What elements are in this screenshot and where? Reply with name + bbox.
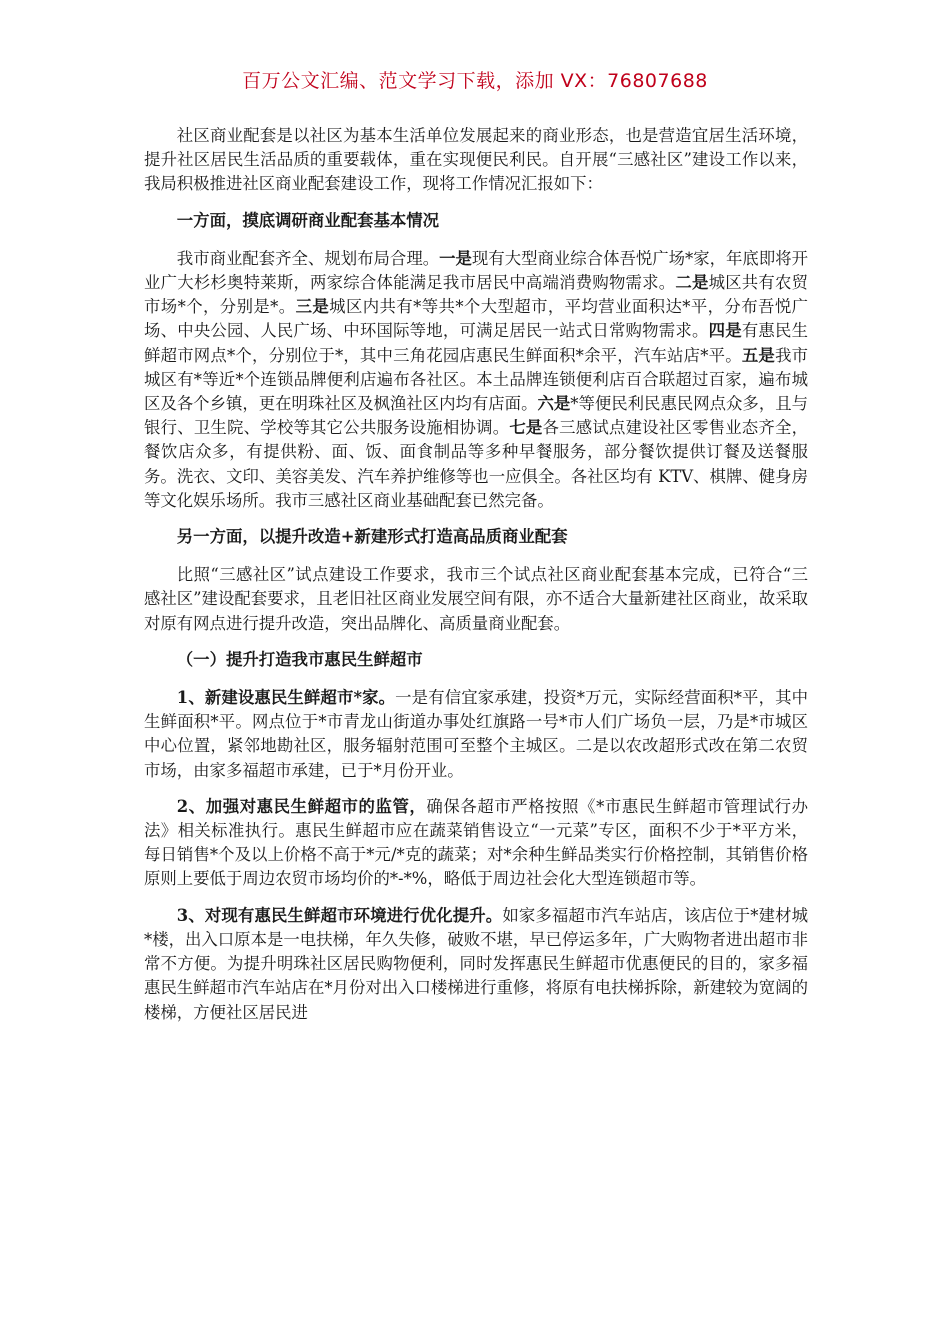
item-text: 现有大型商业综合体吾悦广场*家，年底即将开业广大杉杉奥特莱斯，两家综合体能满足我市居民中高端消费购物需求。 <box>144 248 809 293</box>
section1-heading: 一方面，摸底调研商业配套基本情况 <box>176 210 440 230</box>
item-label: 六是 <box>537 394 571 414</box>
item-text: 一是有信宜家承建，投资*万元，实际经营面积*平，其中生鲜面积*平。网点位于*市青龙山街道办事处红旗路一号*市人们广场负一层，乃是*市城区中心位置，紧邻地勘社区，服务辐射范围可至整个主城区。二是以农改超形式改在第二农贸市场，由家多福超市承建，已于*月份开业。 <box>144 688 808 780</box>
item-label: 五是 <box>741 345 776 365</box>
item-text: 城区共有农贸市场*个，分别是*。 <box>144 273 809 317</box>
item-label: 2、加强对惠民生鲜超市的监管， <box>176 796 427 816</box>
item-text: 我市城区有*等近*个连锁品牌便利店遍布各社区。本土品牌连锁便利店百合联超过百家，遍布城区及各个乡镇，更在明珠社区及枫渔社区内均有店面。 <box>144 345 809 414</box>
item-label: 一是 <box>439 248 472 268</box>
item-label: 二是 <box>675 273 709 293</box>
item-label: 三是 <box>295 297 330 317</box>
section1-paragraph <box>144 247 808 513</box>
item-label: 1、新建设惠民生鲜超市*家。 <box>176 688 396 708</box>
item-text: 各三感试点建设社区零售业态齐全，餐饮店众多，有提供粉、面、饭、面食制品等多种早餐服务，部分餐饮提供订餐及送餐服务。洗衣、文印、美容美发、汽车养护维修等也一应俱全。各社区均有 KTV、棋牌、健身房等文化娱乐场所。我市三感社区商业基础配套已然完备。 <box>144 418 809 510</box>
subsection-item-1 <box>144 686 808 783</box>
item-label: 四是 <box>708 321 742 341</box>
subsection-item-3 <box>144 904 808 1025</box>
item-label: 3、对现有惠民生鲜超市环境进行优化提升。 <box>176 905 503 925</box>
intro-paragraph: 社区商业配套是以社区为基本生活单位发展起来的商业形态，也是营造宜居生活环境，提升社区居民生活品质的重要载体，重在实现便民利民。自开展“三感社区”建设工作以来，我局积极推进社区商业配套建设工作，现将工作情况汇报如下： <box>144 126 808 194</box>
section1-lead: 我市商业配套齐全、规划布局合理。 <box>176 248 440 268</box>
section2-paragraph: 比照“三感社区”试点建设工作要求，我市三个试点社区商业配套基本完成，已符合“三感社区”建设配套要求，且老旧社区商业发展空间有限，亦不适合大量新建社区商业，故采取对原有网点进行提升改造，突出品牌化、高质量商业配套。 <box>144 565 809 633</box>
item-text: 有惠民生鲜超市网点*个，分别位于*，其中三角花园店惠民生鲜面积*余平，汽车站店*平。 <box>144 321 809 365</box>
subsection-item-2 <box>144 795 808 892</box>
section2-heading: 另一方面，以提升改造+新建形式打造高品质商业配套 <box>176 527 568 547</box>
watermark-banner: 百万公文汇编、范文学习下载，添加 VX：76807688 <box>242 70 708 92</box>
item-text: *等便民利民惠民网点众多，且与银行、卫生院、学校等其它公共服务设施相协调。 <box>144 394 809 438</box>
item-label: 七是 <box>509 418 543 438</box>
document-body <box>144 124 808 1037</box>
subsection-heading: （一）提升打造我市惠民生鲜超市 <box>176 649 423 669</box>
item-text: 城区内共有*等共*个大型超市，平均营业面积达*平，分布吾悦广场、中央公园、人民广场、中环国际等地，可满足居民一站式日常购物需求。 <box>144 297 809 341</box>
item-text: 如家多福超市汽车站店，该店位于*建材城*楼，出入口原本是一电扶梯，年久失修，破败不堪，早已停运多年，广大购物者进出超市非常不方便。为提升明珠社区居民购物便利，同时发挥惠民生鲜超市优惠便民的目的，家多福惠民生鲜超市汽车站店在*月份对出入口楼梯进行重修，将原有电扶梯拆除，新建较为宽阔的楼梯，方便社区居民进 <box>144 905 808 1022</box>
item-text: 确保各超市严格按照《*市惠民生鲜超市管理试行办法》相关标准执行。惠民生鲜超市应在蔬菜销售设立“一元菜”专区，面积不少于*平方米，每日销售*个及以上价格不高于*元/*克的蔬菜；对*余种生鲜品类实行价格控制，其销售价格原则上要低于周边农贸市场均价的*-*%，略低于周边社会化大型连锁超市等。 <box>144 796 808 889</box>
